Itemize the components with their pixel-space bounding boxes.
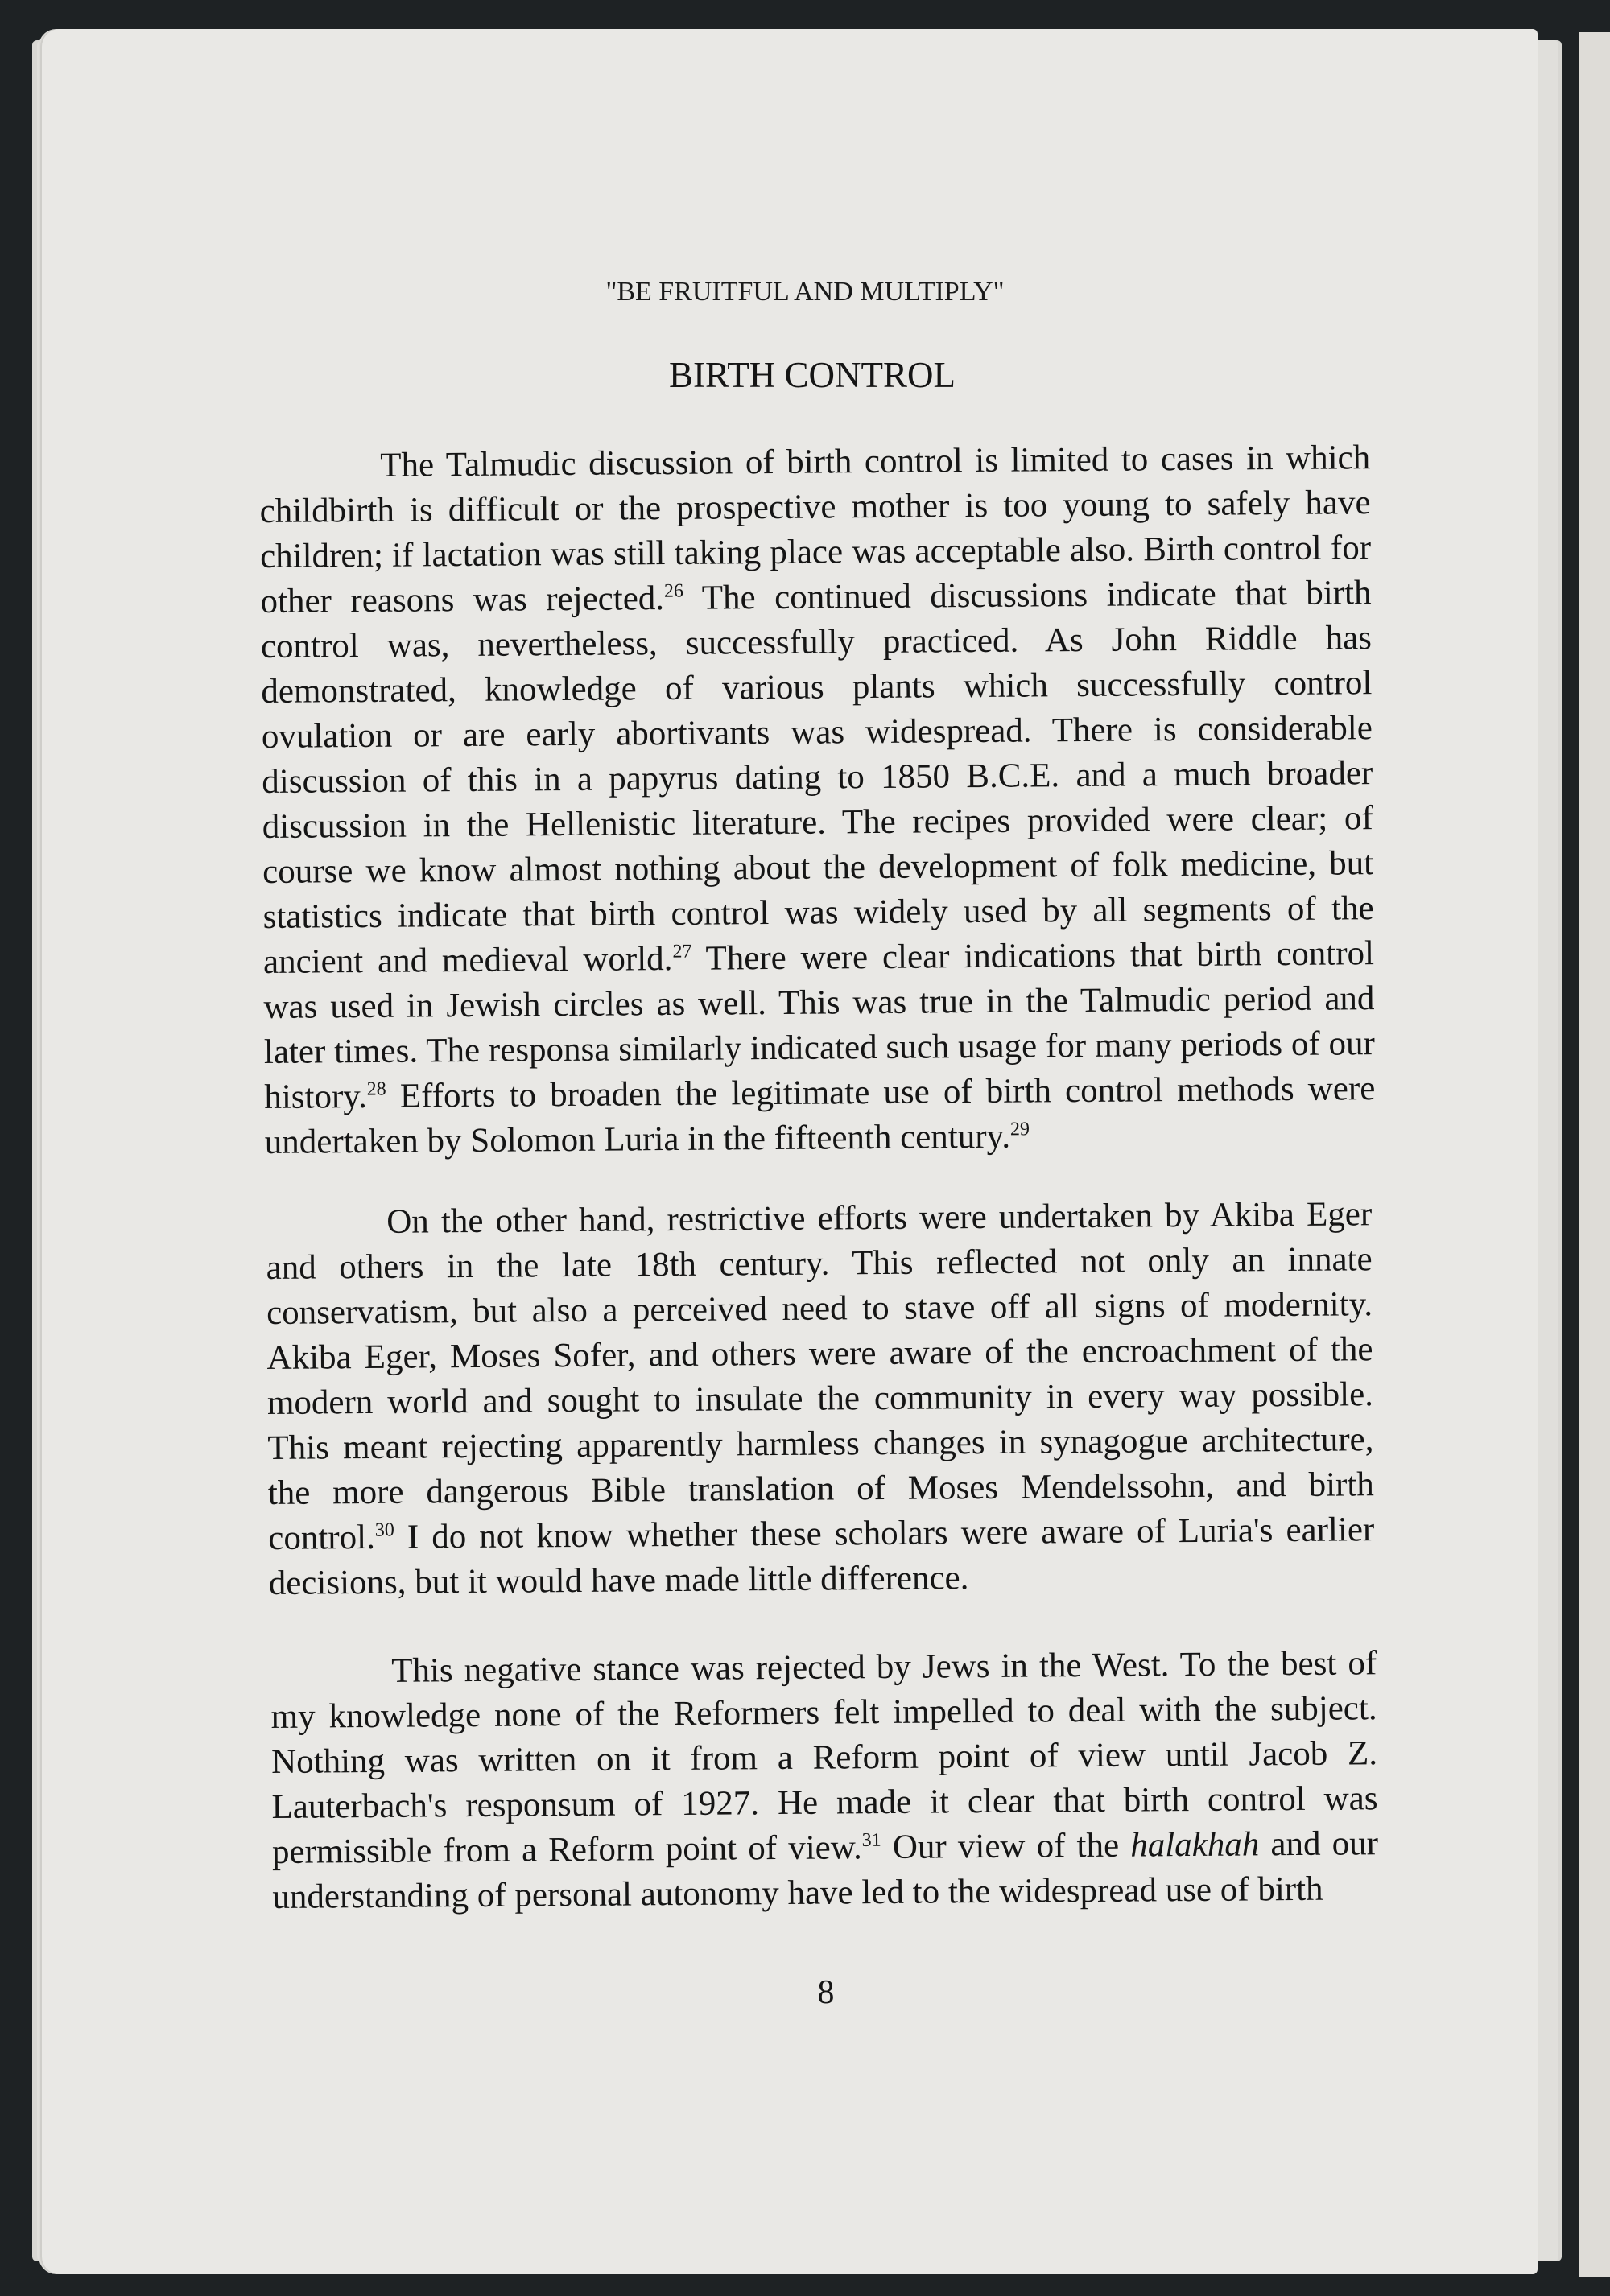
paragraph-text: Our view of the [881,1826,1131,1867]
paragraph-1 [259,435,1376,1165]
paragraph-text: The continued discussions indicate that birth control was, nevertheless, successfully practiced. As John Riddle has demonstrated, knowledge of various plants which successfully control ovulation or are early abortivants was widespread. There is considerable discussion of this in a papyrus dating to 1850 B.C.E. and a much broader discussion in the Hellenistic literature. The recipes provided were clear; of course we know almost nothing about the development of folk medicine, but statistics indicate that birth control was widely used by all segments of the ancient and medieval world. [260,574,1374,981]
italic-term: halakhah [1130,1825,1260,1865]
paragraph-text: This negative stance was rejected by Jews in the West. To the best of my knowledge none of the Reformers felt impelled to deal with the subject. Nothing was written on it from a Reform point of view until Jacob Z. Lauterbach's responsum of 1927. He made it clear that birth control was permissible from a Reform point of view. [270,1644,1378,1871]
paragraph-text: On the other hand, restrictive efforts were undertaken by Akiba Eger and others in the late 18th century. This reflected not only an innate conservatism, but also a perceived need to stave off all signs of modernity. Akiba Eger, Moses Sofer, and others were aware of the encroachment of the modern world and sought to insulate the community in every way possible. This meant rejecting apparently harmless changes in synagogue architecture, the more dangerous Bible translation of Moses Mendelssohn, and birth control. [266,1195,1374,1557]
footnote-ref: 29 [1009,1119,1030,1140]
section-title: BIRTH CONTROL [668,355,956,395]
paragraph-3 [270,1641,1379,1920]
paragraph-text: There were clear indications that birth control was used in Jewish circles as well. This was true in the Talmudic period and later times. The responsa similarly indicated such usage for many periods of our history. [263,934,1376,1116]
footnote-ref: 30 [374,1519,394,1541]
running-head: "BE FRUITFUL AND MULTIPLY" [605,277,1005,307]
paragraph-text: I do not know whether these scholars were aware of Luria's earlier decisions, but it would have made little difference. [268,1511,1375,1602]
paragraph-text: The Talmudic discussion of birth control is limited to cases in which childbirth is difficult or the prospective mother is too young to safely have children; if lactation was still taking place was acceptable also. Birth control for other reasons was rejected. [259,439,1372,620]
footnote-ref: 26 [663,580,684,602]
page-number: 8 [817,1974,835,2011]
paragraph-2 [266,1192,1375,1606]
paragraph-text: and our understanding of personal autonomy have led to the widespread use of birth [272,1824,1379,1916]
footnote-ref: 31 [861,1829,881,1851]
paragraph-text: Efforts to broaden the legitimate use of birth control methods were undertaken by Solomon Luria in the fifteenth century. [264,1070,1376,1161]
footnote-ref: 27 [672,941,692,963]
footnote-ref: 28 [366,1078,386,1100]
